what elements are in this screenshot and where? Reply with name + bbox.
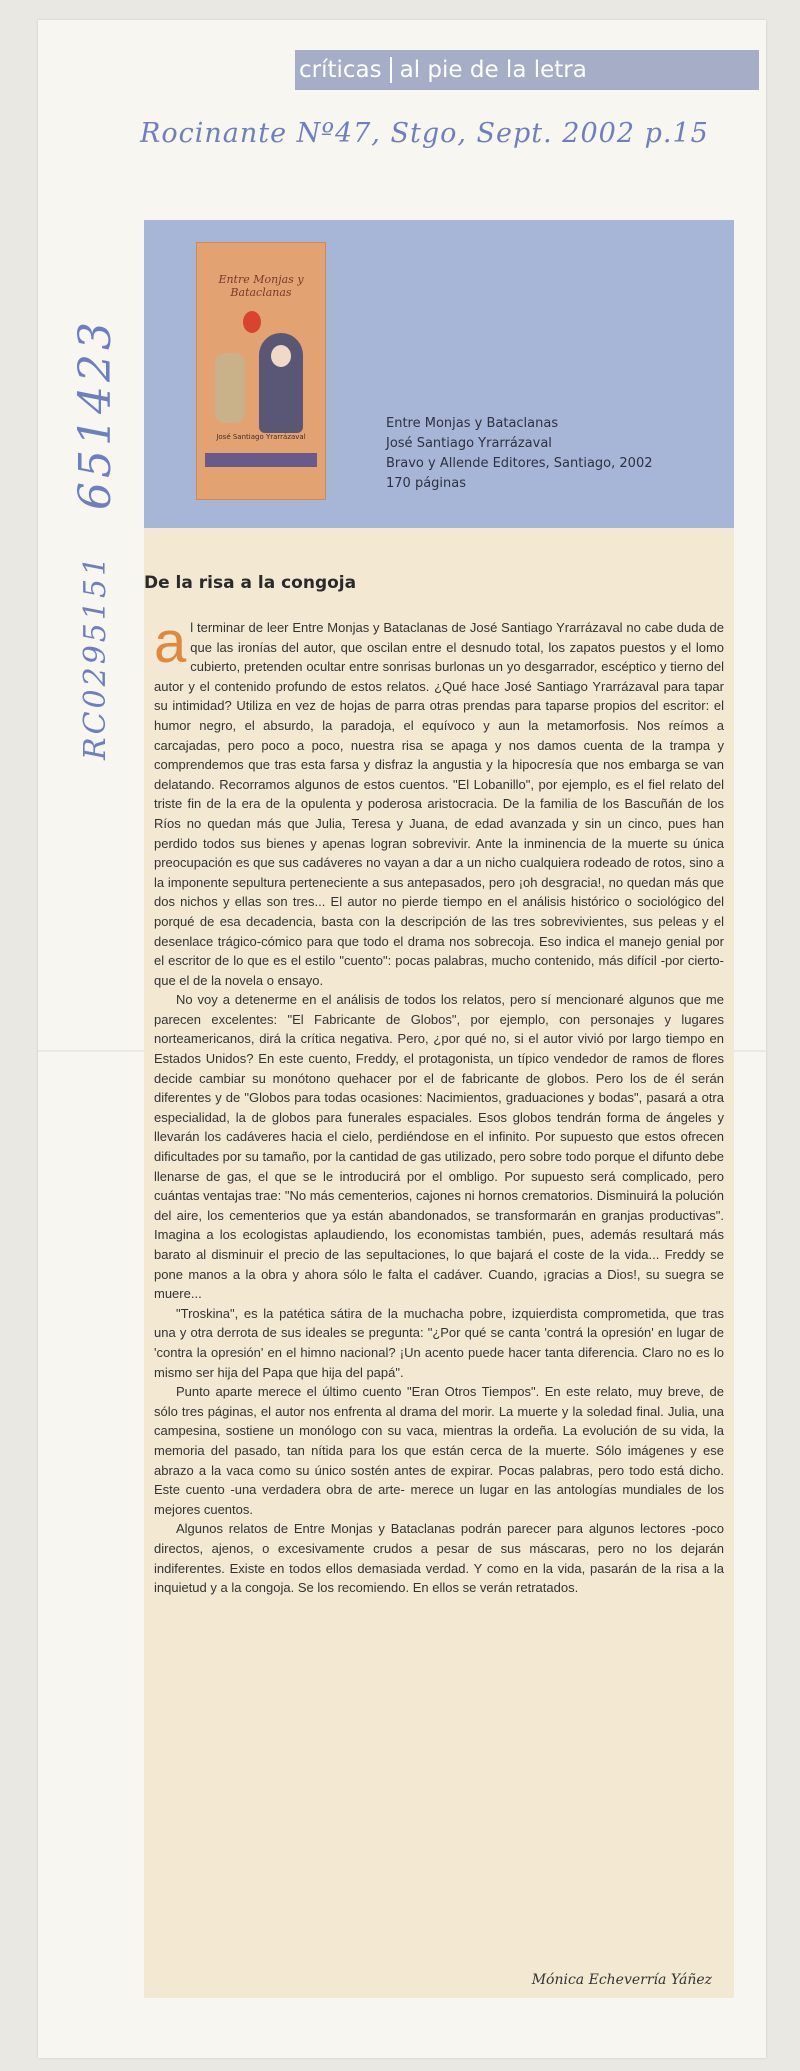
paragraph-1 (154, 610, 724, 990)
paragraph-4: Punto aparte merece el último cuento "Eran Otros Tiempos". En este relato, muy breve, de sólo tres páginas, el autor nos enfrenta al drama del morir. La muerte y la soledad final. Julia, una campesina, sostiene un monólogo con su vaca, mientras la ordeña. La evolución de su vida, la memoria del pasado, tan nítida para los que están cerca de la muerte. Sólo imágenes y ese abrazo a la vaca como su único sostén antes de expirar. Pocas palabras, pero todo está dicho. Este cuento -una verdadera obra de arte- merece un lugar en las antologías mundiales de los mejores cuentos. (154, 1384, 724, 1517)
dancer-illustration (215, 353, 245, 423)
book-publisher: Bravo y Allende Editores, Santiago, 2002 (386, 456, 653, 471)
cover-author: José Santiago Yrarrázaval (216, 433, 306, 441)
author-signature: Mónica Echeverría Yáñez (531, 1972, 712, 1988)
article-headline: De la risa a la congoja (144, 573, 357, 593)
book-cover-image (196, 242, 326, 500)
section-label: críticas (295, 57, 392, 83)
book-title: Entre Monjas y Bataclanas (386, 416, 559, 431)
paragraph-3: "Troskina", es la patética sátira de la muchacha pobre, izquierdista comprometida, que tras una y otra derrota de sus ideales se pregunta: "¿Por qué se canta 'contrá la opresión' en lugar de 'contra la opresión' en el himno nacional? ¡Un acento puede hacer tanta diferencia. Claro no es lo mismo ser hija del Papa que hija del papá". (154, 1305, 724, 1380)
book-author: José Santiago Yrarrázaval (386, 436, 552, 451)
handwritten-number: 651423 (70, 318, 121, 510)
review-article (144, 528, 734, 1998)
handwritten-code: RC0295151 (78, 553, 113, 760)
article-body (154, 610, 724, 1598)
paragraph-5: Algunos relatos de Entre Monjas y Bataclanas podrán parecer para algunos lectores -poco directos, ajenos, o excesivamente crudos a pesar de sus máscaras, pero no los dejarán indiferentes. Existe en todos ellos demasiada verdad. Y como en la vida, pasarán de la risa a la inquietud y a la congoja. Se los recomiendo. En ellos se verán retratados. (154, 1521, 724, 1596)
balloon-illustration (243, 311, 261, 333)
paragraph-2: No voy a detenerme en el análisis de todos los relatos, pero sí mencionaré algunos que me parecen excelentes: "El Fabricante de Globos", por ejemplo, con personajes y lugares norteamericanos, dirá la crítica negativa. Pero, ¿por qué no, si el autor vivió por largo tiempo en Estados Unidos? En este cuento, Freddy, el protagonista, un típico vendedor de ramos de flores decide cambiar su monótono quehacer por el de fabricante de globos. Pero los de él serán diferentes y de "Globos para todas ocasiones: Nacimientos, graduaciones y bodas", pasará a otra especialidad, la de globos para funerales espaciales. Esos globos tendrán forma de ángeles y llevarán los cadáveres hacia el cielo, perdiéndose en el infinito. Por supuesto que estos ofrecen dificultades por su tamaño, por la cantidad de gas utilizado, pero sobre todo porque el difunto debe llenarse de gas, el que se le introducirá por el ombligo. Por supuesto será complicado, pero cuántas ventajas trae: "No más cementerios, cajones ni hornos crematorios. Disminuirá la polución del aire, los cementerios que ya están abandonados, se transformarán en granjas productivas". Imagina a los ecologistas aplaudiendo, los economistas también, pues, además resultará más barato al disminuir el precio de las sepultaciones, lo que bajará el coste de la vida... Freddy se pone manos a la obra y ahora sólo le falta el cadáver. Cuando, ¡gracias a Dios!, su suegra se muere... (154, 992, 724, 1302)
section-header (295, 50, 759, 90)
cover-title: Entre Monjas y Bataclanas (218, 273, 304, 299)
nun-face (271, 345, 291, 367)
book-details (386, 414, 652, 494)
drop-cap: a (154, 610, 187, 675)
subsection-label: al pie de la letra (399, 57, 587, 83)
cover-band (205, 453, 317, 467)
book-pages: 170 páginas (386, 476, 467, 491)
paragraph-1-text: l terminar de leer Entre Monjas y Bataclanas de José Santiago Yrarrázaval no cabe duda de que las ironías del autor, que oscilan entre el desnudo total, los zapatos puestos y el lomo cubierto, pretenden ocultar entre sonrisas burlonas un yo desgarrador, escéptico y tierno del autor y el contenido profundo de estos relatos. ¿Qué hace José Santiago Yrarrázaval para tapar su intimidad? Utiliza en vez de hojas de parra otras prendas para taparse propios del escritor: el humor negro, el absurdo, la paradoja, el equívoco y aun la metamorfosis. Nos reímos a carcajadas, pero poco a poco, nuestra risa se apaga y nos damos cuenta de la trampa y comprendemos que tras esta farsa y disfraz la angustia y la hipocresía que nos embarga se van delatando. Recorramos algunos de estos cuentos. "El Lobanillo", por ejemplo, es el fiel relato del triste fin de la era de la opulenta y poderosa aristocracia. De la familia de los Bascuñán de los Ríos no quedan más que Julia, Teresa y Juana, de edad avanzada y sin un cinco, pues han perdido todos sus bienes y apenas logran sobrevivir. Ante la inminencia de la muerte su única preocupación es que sus cadáveres no vayan a dar a un nicho cualquiera rodeado de rotos, sino a la imponente sepultura perteneciente a sus antepasados, pero ¡oh desgracia!, no quedan más que dos nichos y ellas son tres... El autor no pierde tiempo en el análisis histórico o sociológico del porqué de esa decadencia, basta con la descripción de las tres sobrevivientes, sus peleas y el desenlace trágico-cómico para que todo el drama nos sobrecoja. Eso indica el manejo genial por el escritor de lo que es el estilo "cuento": pocas palabras, mucho contenido, más difícil -por cierto- que el de la novela o ensayo. (154, 620, 724, 988)
handwritten-citation: Rocinante Nº47, Stgo, Sept. 2002 p.15 (140, 118, 709, 149)
book-info-box (144, 220, 734, 528)
